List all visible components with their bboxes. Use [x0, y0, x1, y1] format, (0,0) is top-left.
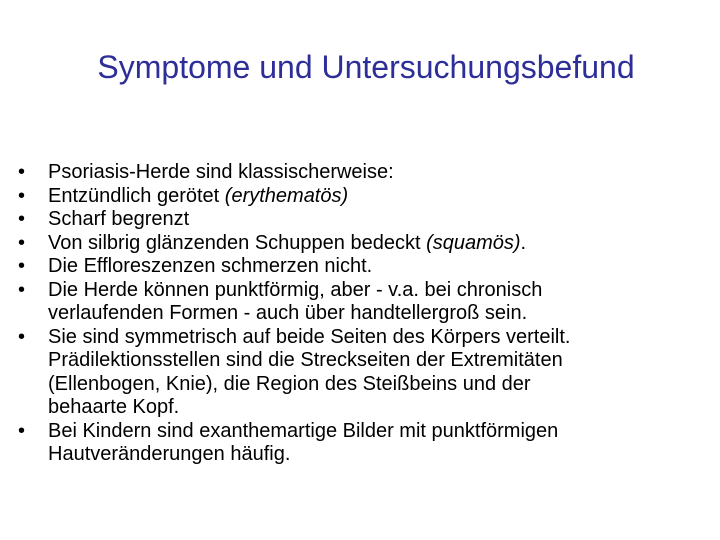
bullet-icon: • — [18, 184, 26, 207]
bullet-line: behaarte Kopf. — [48, 396, 180, 418]
bullet-list — [18, 161, 708, 467]
bullet-line: Bei Kindern sind exanthemartige Bilder mit punktförmigen — [48, 419, 559, 442]
bullet-icon: • — [18, 208, 26, 230]
bullet-line: Die Herde können punktförmig, aber - v.a. bei chronisch — [48, 278, 543, 301]
bullet-item — [18, 326, 708, 420]
bullet-item — [18, 232, 708, 256]
bullet-line: (Ellenbogen, Knie), die Region des Steißbeins und der — [48, 372, 531, 395]
slide-title: Symptome und Untersuchungsbefund — [97, 49, 635, 85]
italic-term: (squamös) — [426, 231, 521, 254]
bullet-line: Entzündlich gerötet (erythematös) — [48, 184, 349, 207]
bullet-line: Scharf begrenzt — [48, 208, 190, 230]
bullet-icon: • — [18, 325, 26, 348]
bullet-icon: • — [18, 231, 26, 254]
bullet-line: Prädilektionsstellen sind die Streckseiten der Extremitäten — [48, 349, 563, 371]
bullet-icon: • — [18, 161, 26, 183]
bullet-item — [18, 185, 708, 209]
bullet-item — [18, 161, 708, 185]
bullet-item — [18, 420, 708, 467]
bullet-icon: • — [18, 255, 26, 277]
bullet-line: verlaufenden Formen - auch über handtellergroß sein. — [48, 302, 528, 324]
bullet-line: Die Effloreszenzen schmerzen nicht. — [48, 255, 373, 277]
bullet-line: Von silbrig glänzenden Schuppen bedeckt (squamös). — [48, 231, 527, 254]
italic-term: (erythematös) — [224, 184, 349, 207]
bullet-item — [18, 208, 708, 232]
bullet-line: Sie sind symmetrisch auf beide Seiten des Körpers verteilt. — [48, 325, 571, 348]
bullet-icon: • — [18, 419, 26, 442]
bullet-item — [18, 279, 708, 326]
bullet-line: Hautveränderungen häufig. — [48, 443, 291, 465]
bullet-line: Psoriasis-Herde sind klassischerweise: — [48, 161, 394, 183]
bullet-item — [18, 255, 708, 279]
bullet-icon: • — [18, 278, 26, 301]
